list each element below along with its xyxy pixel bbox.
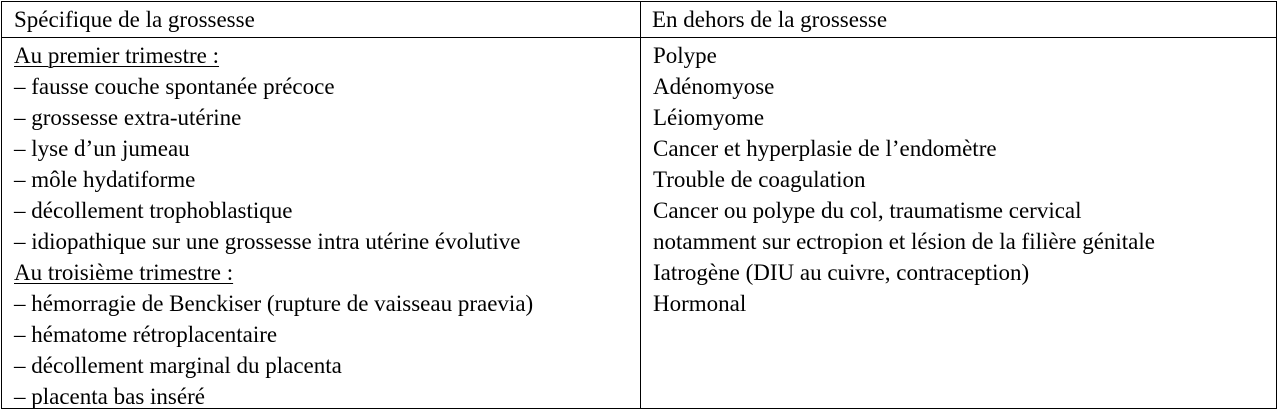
list-item: – décollement marginal du placenta [14, 353, 342, 378]
section-heading-third-trimester: Au troisième trimestre : [14, 260, 234, 285]
list-item: – décollement trophoblastique [14, 198, 293, 223]
list-item: notamment sur ectropion et lésion de la filière génitale [653, 229, 1155, 254]
list-item: Polype [653, 43, 717, 68]
right-column-cell [653, 40, 1155, 319]
column-divider [640, 2, 641, 408]
list-item: – hémorragie de Benckiser (rupture de vaisseau praevia) [14, 291, 534, 316]
comparison-table [1, 1, 1277, 409]
header-outside-pregnancy: En dehors de la grossesse [652, 7, 888, 32]
list-item: Iatrogène (DIU au cuivre, contraception) [653, 260, 1030, 285]
list-item: Cancer ou polype du col, traumatisme cervical [653, 198, 1082, 223]
list-item: Cancer et hyperplasie de l’endomètre [653, 136, 997, 161]
section-heading-first-trimester: Au premier trimestre : [14, 43, 220, 68]
list-item: Trouble de coagulation [653, 167, 866, 192]
list-item: Léiomyome [653, 105, 765, 130]
header-specific-pregnancy: Spécifique de la grossesse [14, 7, 255, 32]
list-item: – idiopathique sur une grossesse intra utérine évolutive [14, 229, 521, 254]
list-item: – fausse couche spontanée précoce [14, 74, 335, 99]
list-item: Hormonal [653, 291, 747, 316]
list-item: – hématome rétroplacentaire [14, 322, 278, 347]
list-item: Adénomyose [653, 74, 775, 99]
list-item: – lyse d’un jumeau [14, 136, 190, 161]
left-column-cell [14, 40, 533, 412]
list-item: – môle hydatiforme [14, 167, 196, 192]
list-item: – placenta bas inséré [14, 384, 205, 409]
list-item: – grossesse extra-utérine [14, 105, 242, 130]
